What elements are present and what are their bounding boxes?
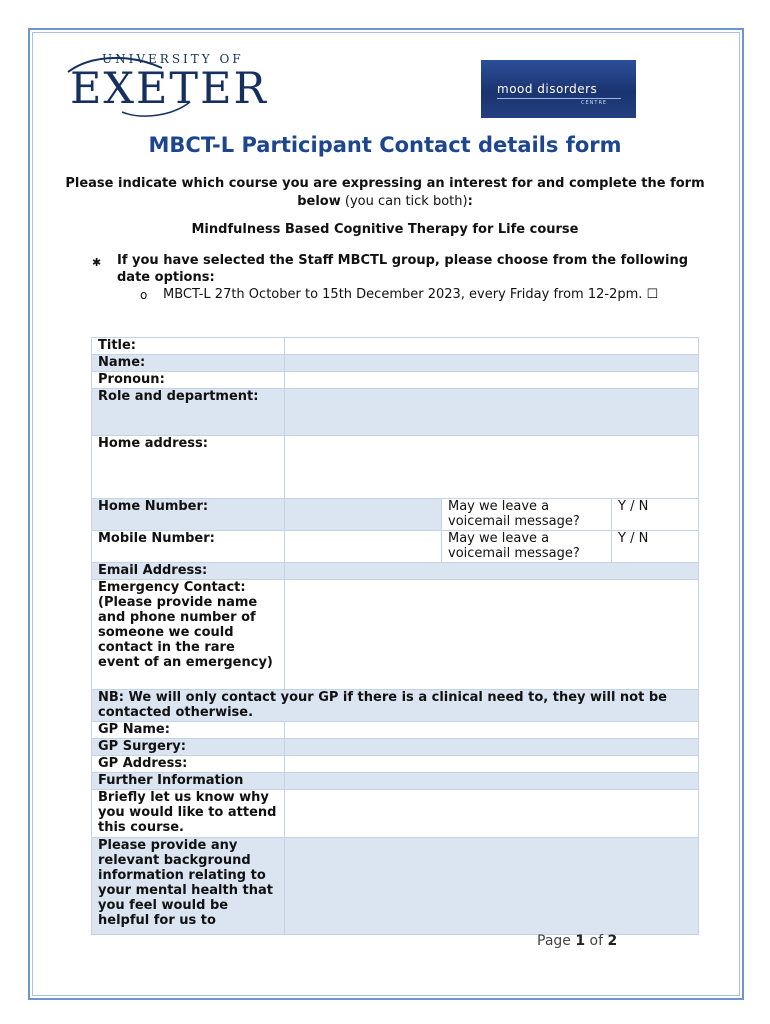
home-voicemail-question: May we leave a voicemail message? xyxy=(442,499,612,531)
further-info-label: Further Information xyxy=(92,773,285,790)
intro-paragraph xyxy=(52,175,718,211)
role-field[interactable] xyxy=(285,389,699,436)
current-page: 1 xyxy=(575,933,586,949)
mobile-voicemail-question: May we leave a voicemail message? xyxy=(442,531,612,563)
bullet-text: If you have selected the Staff MBCTL group, please choose from the following date options: xyxy=(117,253,689,285)
email-label: Email Address: xyxy=(92,563,285,580)
title-field[interactable] xyxy=(285,338,699,355)
home-number-label: Home Number: xyxy=(92,499,285,531)
gp-address-field[interactable] xyxy=(285,756,699,773)
reason-field[interactable] xyxy=(285,790,699,838)
gp-surgery-label: GP Surgery: xyxy=(92,739,285,756)
contact-details-table xyxy=(91,337,699,935)
bullet-star-icon: ✱ xyxy=(92,256,102,269)
gp-name-label: GP Name: xyxy=(92,722,285,739)
logo-exeter: EXETER xyxy=(70,64,268,114)
intro-bold: Please indicate which course you are expressing an interest for and complete the form below xyxy=(65,176,705,209)
gp-surgery-field[interactable] xyxy=(285,739,699,756)
university-logo xyxy=(62,50,268,120)
course-name: Mindfulness Based Cognitive Therapy for Life course xyxy=(191,222,579,237)
total-pages: 2 xyxy=(607,933,618,949)
badge-subtitle: CENTRE xyxy=(581,100,608,106)
mobile-voicemail-yn[interactable]: Y / N xyxy=(612,531,699,563)
page-title: MBCT-L Participant Contact details form xyxy=(148,133,622,157)
pronoun-label: Pronoun: xyxy=(92,372,285,389)
gp-address-label: GP Address: xyxy=(92,756,285,773)
email-field[interactable] xyxy=(285,563,699,580)
reason-label: Briefly let us know why you would like to attend this course. xyxy=(92,790,285,838)
page-number xyxy=(537,933,617,949)
home-address-field[interactable] xyxy=(285,436,699,499)
mobile-number-label: Mobile Number: xyxy=(92,531,285,563)
badge-title: mood disorders xyxy=(497,82,598,96)
emergency-contact-label: Emergency Contact: (Please provide name and phone number of someone we could contact in the rare event of an emergency) xyxy=(92,580,285,690)
further-info-field xyxy=(285,773,699,790)
home-voicemail-yn[interactable]: Y / N xyxy=(612,499,699,531)
gp-contact-note: NB: We will only contact your GP if there is a clinical need to, they will not be contacted otherwise. xyxy=(92,690,699,722)
pronoun-field[interactable] xyxy=(285,372,699,389)
role-label: Role and department: xyxy=(92,389,285,436)
mobile-number-field[interactable] xyxy=(285,531,442,563)
emergency-contact-field[interactable] xyxy=(285,580,699,690)
name-field[interactable] xyxy=(285,355,699,372)
background-field[interactable] xyxy=(285,838,699,935)
badge-divider xyxy=(497,98,621,99)
of-word: of xyxy=(585,933,608,949)
background-label: Please provide any relevant background information relating to your mental health that you feel would be helpful for us to xyxy=(92,838,285,935)
home-address-label: Home address: xyxy=(92,436,285,499)
intro-normal: (you can tick both) xyxy=(340,194,468,209)
sub-bullet-marker: o xyxy=(140,288,148,302)
intro-colon: : xyxy=(467,194,473,209)
logo-university-of: UNIVERSITY OF xyxy=(102,52,244,66)
title-label: Title: xyxy=(92,338,285,355)
home-number-field[interactable] xyxy=(285,499,442,531)
page-word: Page xyxy=(537,933,576,949)
date-option-checkbox[interactable]: MBCT-L 27th October to 15th December 2023, every Friday from 12-2pm. ☐ xyxy=(163,287,659,302)
gp-name-field[interactable] xyxy=(285,722,699,739)
mood-disorders-logo xyxy=(481,60,636,118)
name-label: Name: xyxy=(92,355,285,372)
